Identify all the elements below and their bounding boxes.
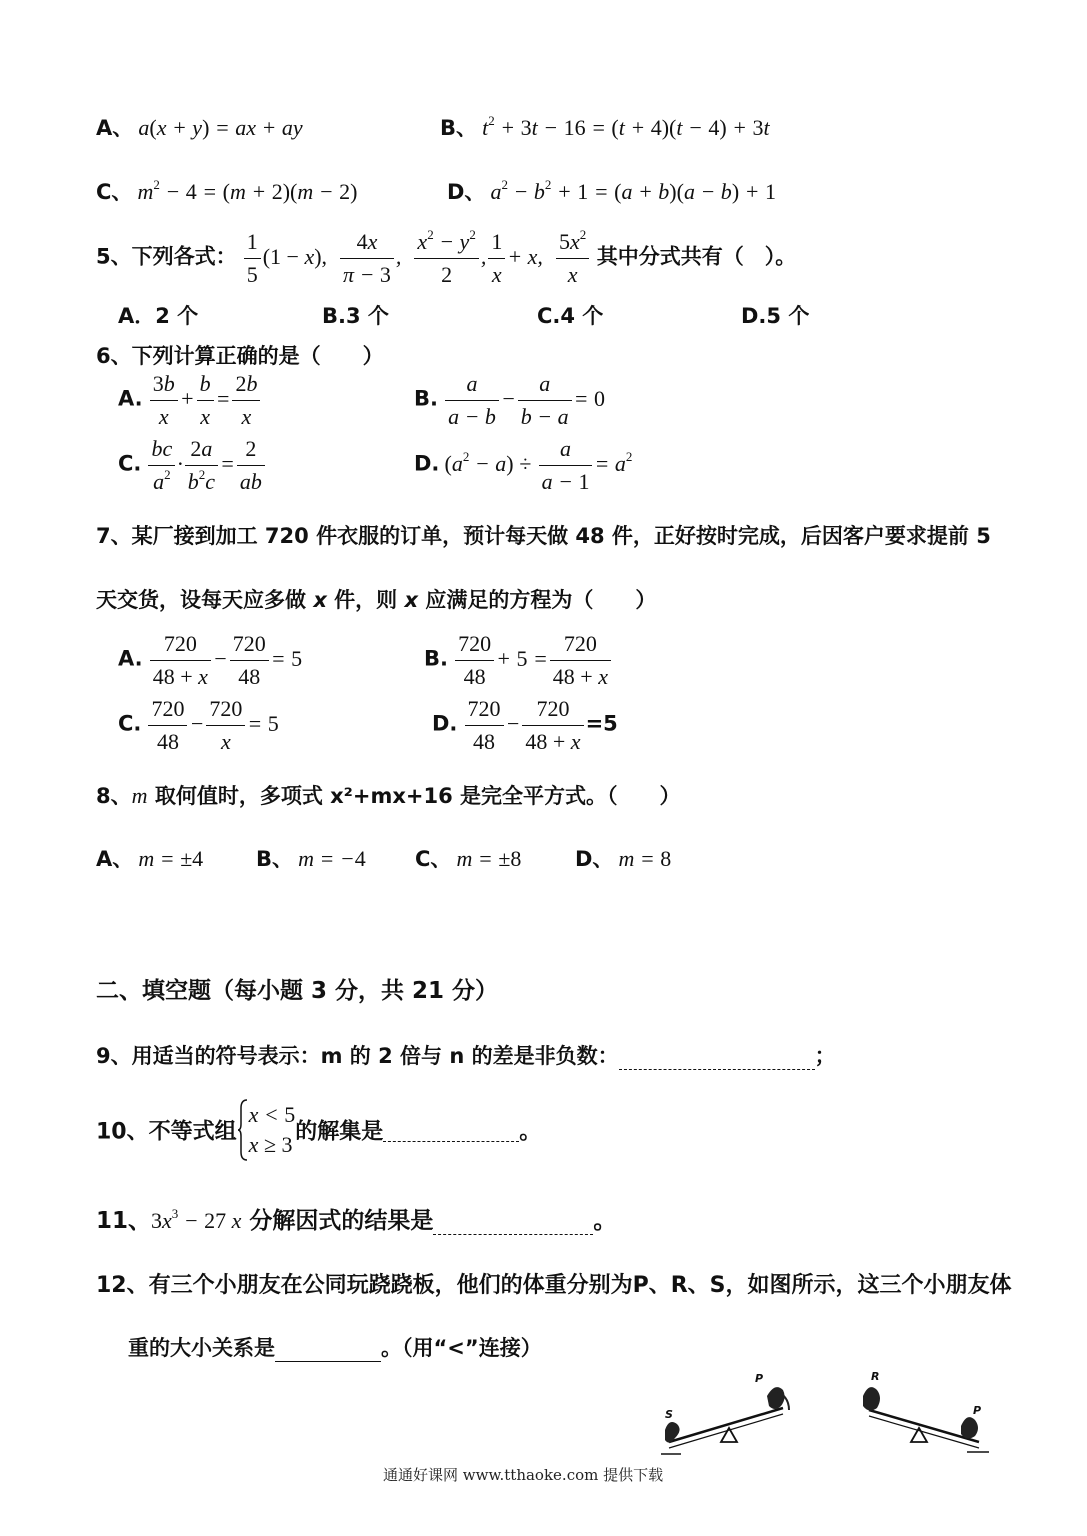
q8-variable-m: m bbox=[131, 783, 148, 808]
q7-option-d bbox=[432, 695, 618, 756]
q7-option-b-expr: $\frac{720}{48}$ + 5 = $\frac{720}{48 + x}$ bbox=[453, 646, 613, 671]
q6-stem: 6、下列计算正确的是（ ） bbox=[96, 344, 384, 368]
q5-stem bbox=[96, 228, 796, 289]
q10-system: x < 5 x ≥ 3 bbox=[248, 1102, 296, 1157]
q6-option-b bbox=[414, 370, 605, 431]
q8-stem-a: 8、 bbox=[96, 784, 132, 808]
q7-option-b bbox=[424, 630, 613, 691]
q7-option-a bbox=[118, 630, 302, 691]
q6-option-b-expr: $\frac{a}{a - b}$ − $\frac{a}{b - a}$ = 0 bbox=[443, 386, 605, 411]
q10-prefix: 10、不等式组 bbox=[96, 1119, 237, 1145]
q11-tail: 。 bbox=[593, 1208, 617, 1234]
q7-option-c-label: C. bbox=[118, 711, 142, 736]
q8-option-b bbox=[256, 843, 366, 873]
q7-variable-x-2: x bbox=[404, 588, 419, 612]
q6-option-d-expr: $(a^2 - a)$ ÷ $\frac{a}{a - 1}$ = $a^2$ bbox=[444, 436, 633, 494]
seesaw-left-label-p: P bbox=[755, 1372, 764, 1385]
q7-line2-a: 天交货，设每天应多做 bbox=[96, 588, 314, 612]
q7-option-a-label: A. bbox=[118, 646, 143, 671]
q6-option-d bbox=[414, 435, 632, 496]
q5-option-d: D.5 个 bbox=[741, 304, 810, 328]
q8-option-b-label: B、 bbox=[256, 847, 294, 871]
q6-option-c-label: C. bbox=[118, 451, 142, 476]
q7-line1: 7、某厂接到加工 720 件衣服的订单，预计每天做 48 件，正好按时完成，后因客户要求提前 5 bbox=[96, 524, 991, 548]
q11-prefix: 11、 bbox=[96, 1208, 152, 1234]
q12-line2 bbox=[128, 1332, 542, 1362]
q4-option-c bbox=[96, 176, 357, 206]
q8-option-d bbox=[575, 843, 671, 873]
q4-option-b-expr: $t^2 + 3t - 16 = (t + 4)(t - 4) + 3t$ bbox=[482, 113, 770, 140]
q10-answer-blank[interactable] bbox=[383, 1119, 519, 1142]
q8-option-a-expr: m = ±4 bbox=[138, 846, 204, 871]
q10-stem bbox=[96, 1098, 541, 1162]
q12-answer-blank[interactable] bbox=[275, 1339, 381, 1362]
q8-option-c-expr: m = ±8 bbox=[456, 846, 522, 871]
seesaw-figure-right bbox=[855, 1368, 995, 1460]
q9-stem-text: 9、用适当的符号表示：m 的 2 倍与 n 的差是非负数： bbox=[96, 1044, 619, 1068]
q7-line2 bbox=[96, 584, 656, 614]
q5-expressions: $\frac{1}{5}$ (1 − x), $\frac{4x}{\pi - 3}$ , $\frac{x^2 - y^2}{2}$ , $\frac{1}{x}$ + x, $\frac{5x^2}{x}$ bbox=[242, 244, 597, 269]
seesaw-right-label-r: R bbox=[871, 1370, 880, 1383]
q4-option-c-expr: $m^2 - 4 = (m + 2)(m - 2)$ bbox=[137, 177, 358, 204]
q11-expression: $3x^3 - 27$ x bbox=[151, 1206, 242, 1233]
q11-suffix: 分解因式的结果是 bbox=[249, 1208, 434, 1234]
q8-stem bbox=[96, 780, 681, 810]
q4-option-a bbox=[96, 112, 303, 142]
q4-option-b bbox=[440, 112, 770, 142]
q6-option-d-label: D. bbox=[414, 451, 440, 476]
q9-tail: ； bbox=[814, 1044, 836, 1068]
q8-option-c-label: C、 bbox=[415, 847, 452, 871]
q4-option-d-expr: $a^2 - b^2 + 1 = (a + b)(a - b) + 1$ bbox=[490, 177, 776, 204]
q5-stem-prefix: 5、下列各式： bbox=[96, 244, 237, 269]
seesaw-figure-left bbox=[655, 1368, 805, 1460]
q4-option-d-label: D、 bbox=[447, 180, 486, 204]
q10-brace bbox=[237, 1098, 249, 1162]
q6-option-c bbox=[118, 435, 267, 496]
q7-line2-b: 件，则 bbox=[326, 588, 405, 612]
q5-option-a: A．2 个 bbox=[118, 304, 199, 328]
q7-line2-c: 应满足的方程为（ ） bbox=[418, 588, 657, 612]
q11-stem bbox=[96, 1202, 616, 1235]
q5-stem-suffix: 其中分式共有（ ）。 bbox=[596, 244, 797, 269]
q7-option-d-expr: $\frac{720}{48}$ − $\frac{720}{48 + x}$ bbox=[463, 711, 586, 736]
q4-option-b-label: B、 bbox=[440, 116, 478, 140]
q8-option-a-label: A、 bbox=[96, 847, 134, 871]
q8-option-c bbox=[415, 843, 521, 873]
q7-option-c bbox=[118, 695, 279, 756]
footer-text: 通通好课网 www.tthaoke.com 提供下载 bbox=[383, 1466, 664, 1484]
q6-option-a-label: A. bbox=[118, 386, 143, 411]
q7-variable-x: x bbox=[313, 588, 327, 612]
section-2-title: 二、填空题（每小题 3 分，共 21 分） bbox=[96, 978, 499, 1004]
q9-answer-blank[interactable] bbox=[619, 1047, 815, 1070]
q6-option-a bbox=[118, 370, 262, 431]
q8-stem-b: 取何值时，多项式 x²+mx+16 是完全平方式。（ ） bbox=[147, 784, 681, 808]
q12-line2-b: 。（用“<”连接） bbox=[381, 1336, 542, 1360]
q11-answer-blank[interactable] bbox=[433, 1212, 593, 1235]
q6-option-b-label: B. bbox=[414, 386, 438, 411]
q10-suffix: 的解集是 bbox=[295, 1119, 384, 1145]
q7-option-d-tail: =5 bbox=[585, 711, 618, 736]
seesaw-left-drawing bbox=[655, 1368, 805, 1460]
q12-line1: 12、有三个小朋友在公同玩跷跷板，他们的体重分别为P、R、S，如图所示，这三个小朋友体 bbox=[96, 1273, 1012, 1298]
q7-option-a-expr: $\frac{720}{48 + x}$ − $\frac{720}{48}$ = 5 bbox=[148, 646, 302, 671]
q9-stem bbox=[96, 1040, 836, 1070]
q10-tail: 。 bbox=[519, 1119, 542, 1145]
q8-option-d-label: D、 bbox=[575, 847, 614, 871]
q8-option-b-expr: m = −4 bbox=[298, 846, 366, 871]
q12-line2-a: 重的大小关系是 bbox=[128, 1336, 275, 1360]
q5-option-b: B.3 个 bbox=[322, 304, 389, 328]
q7-option-d-label: D. bbox=[432, 711, 458, 736]
q4-option-d bbox=[447, 176, 776, 206]
q5-option-c: C.4 个 bbox=[537, 304, 604, 328]
q4-option-c-label: C、 bbox=[96, 180, 133, 204]
q8-option-d-expr: m = 8 bbox=[618, 846, 672, 871]
q6-option-c-expr: $\frac{bc}{a^2}$ · $\frac{2a}{b^2c}$ = $\frac{2}{ab}$ bbox=[146, 451, 266, 476]
seesaw-right-label-p: P bbox=[973, 1404, 982, 1417]
q7-option-c-expr: $\frac{720}{48}$ − $\frac{720}{x}$ = 5 bbox=[146, 711, 278, 736]
q4-option-a-expr: a(x + y) = ax + ay bbox=[138, 115, 303, 140]
seesaw-left-label-s: S bbox=[665, 1408, 673, 1421]
q6-option-a-expr: $\frac{3b}{x}$ + $\frac{b}{x}$ = $\frac{2b}{x}$ bbox=[148, 386, 263, 411]
q8-option-a bbox=[96, 843, 203, 873]
q7-option-b-label: B. bbox=[424, 646, 448, 671]
q4-option-a-label: A、 bbox=[96, 116, 134, 140]
